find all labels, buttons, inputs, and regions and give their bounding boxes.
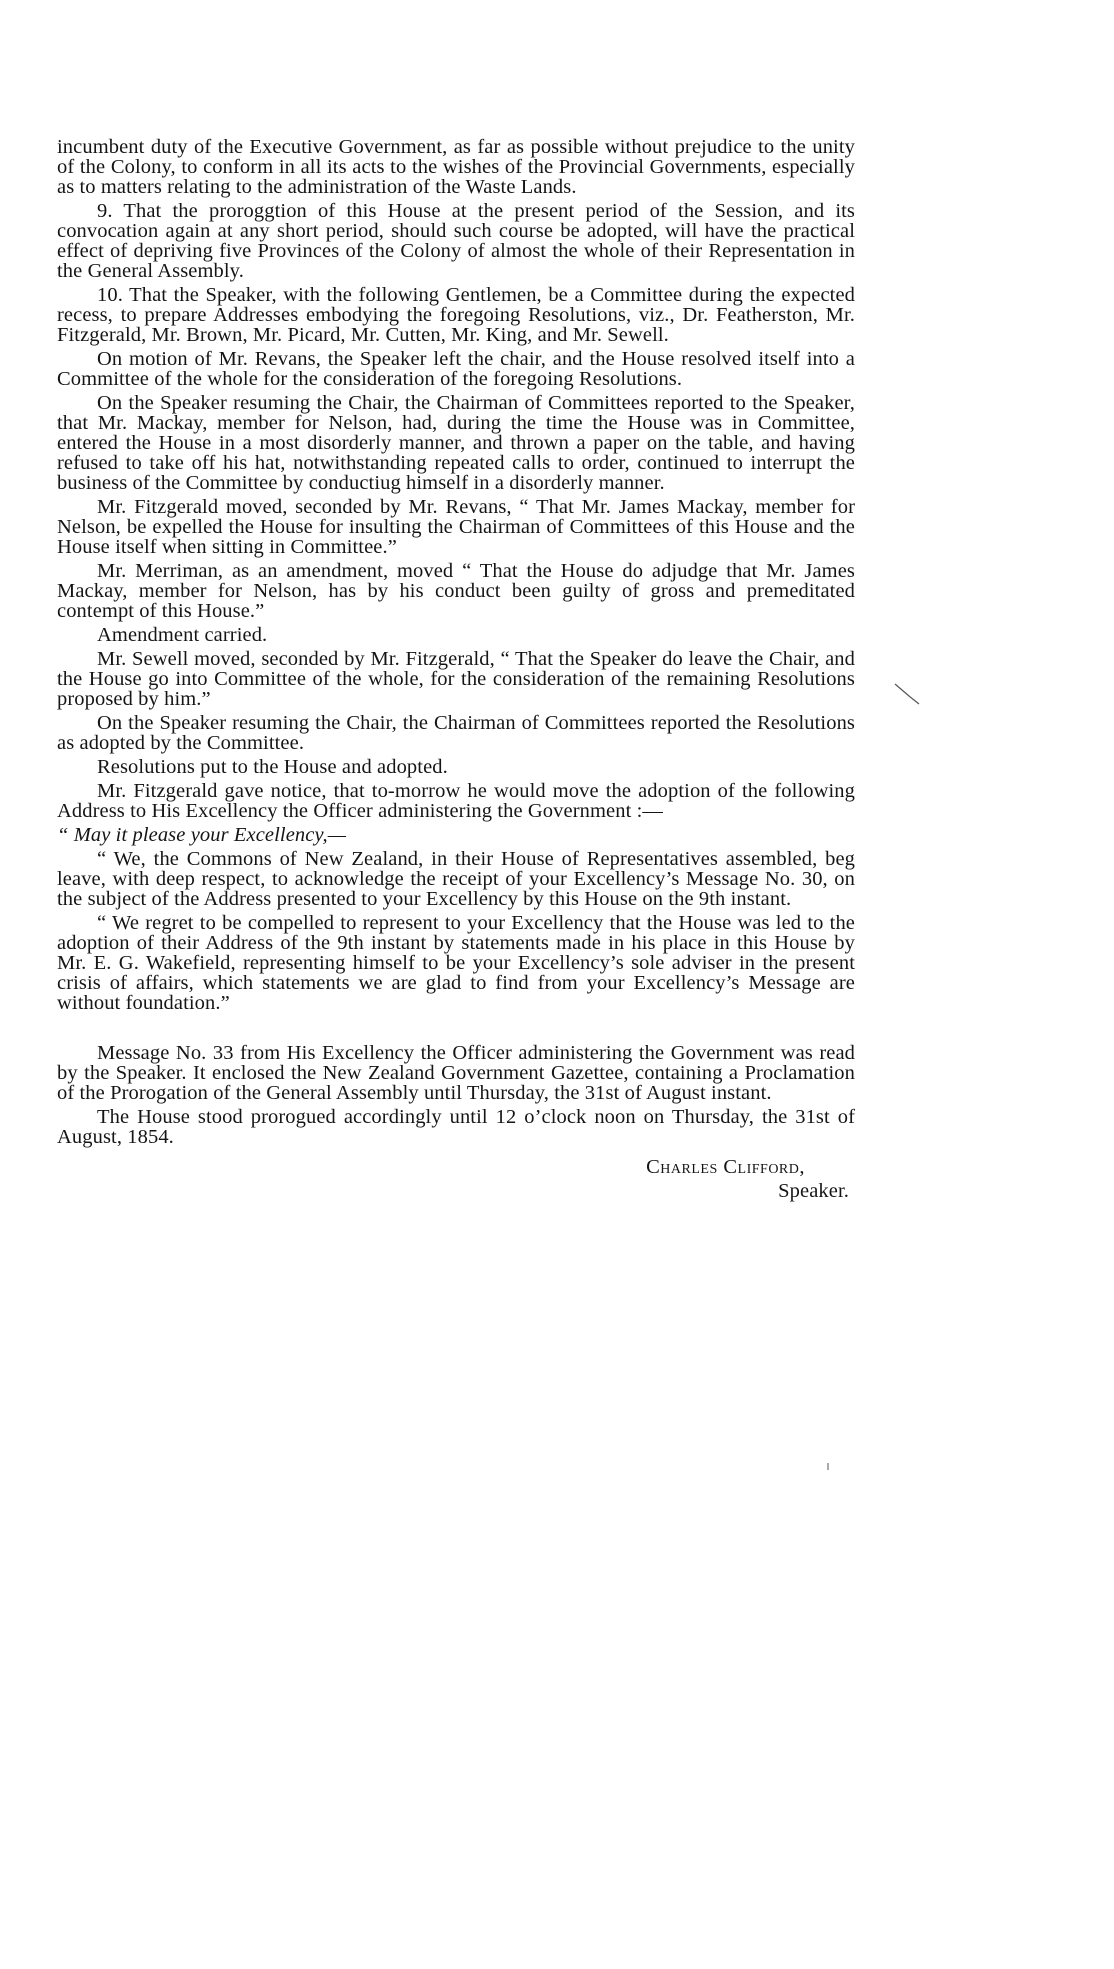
paragraph-message-33: Message No. 33 from His Excellency the Officer administering the Government was read by the Speaker. It enclosed the New Zealand Government Gazettee, containing a Proclamation of the Prorogation of the General Assembly until Thursday, the 31st of August instant. <box>57 1042 855 1104</box>
paragraph-address-body-1: “ We, the Commons of New Zealand, in their House of Representatives assembled, beg leave, with deep respect, to acknowledge the receipt of your Excellency’s Message No. 30, on the subject of the Address presented to your Excellency by this House on the 9th instant. <box>57 848 855 910</box>
paragraph-revans-motion: On motion of Mr. Revans, the Speaker left the chair, and the House resolved itself into a Committee of the whole for the consideration of the foregoing Resolutions. <box>57 348 855 390</box>
signatory-title: Speaker. <box>778 1180 849 1202</box>
paragraph-address-salutation: “ May it please your Excellency,— <box>57 824 347 846</box>
margin-tick-mark <box>826 1463 830 1471</box>
paragraph-address-notice: Mr. Fitzgerald gave notice, that to-morrow he would move the adoption of the following Address to His Excellency the Officer administering the Government :— <box>57 780 855 822</box>
signature-block <box>57 1157 855 1207</box>
paragraph-prorogued: The House stood prorogued accordingly until 12 o’clock noon on Thursday, the 31st of August, 1854. <box>57 1106 855 1148</box>
paragraph-waste-lands: incumbent duty of the Executive Government, as far as possible without prejudice to the unity of the Colony, to conform in all its acts to the wishes of the Provincial Governments, especially as to matters relating to the administration of the Waste Lands. <box>57 136 855 198</box>
paragraph-fitzgerald-motion: Mr. Fitzgerald moved, seconded by Mr. Revans, “ That Mr. James Mackay, member for Nelson, be expelled the House for insulting the Chairman of Committees of this House and the House itself when sitting in Committee.” <box>57 496 855 558</box>
document-body <box>57 137 855 1207</box>
paragraph-resolutions-adopted: Resolutions put to the House and adopted. <box>97 756 448 778</box>
paragraph-merriman-amendment: Mr. Merriman, as an amendment, moved “ That the House do adjudge that Mr. James Mackay, member for Nelson, has by his conduct been guilty of gross and premeditated contempt of this House.” <box>57 560 855 622</box>
paragraph-amendment-carried: Amendment carried. <box>97 624 268 646</box>
margin-pencil-mark <box>893 682 923 706</box>
paragraph-resolution-10: 10. That the Speaker, with the following Gentlemen, be a Committee during the expected recess, to prepare Addresses embodying the foregoing Resolutions, viz., Dr. Featherston, Mr. Fitzgerald, Mr. Brown, Mr. Picard, Mr. Cutten, Mr. King, and Mr. Sewell. <box>57 284 855 346</box>
paragraph-chairman-report: On the Speaker resuming the Chair, the Chairman of Committees reported to the Speaker, that Mr. Mackay, member for Nelson, had, during the time the House was in Committee, entered the House in a most disorderly manner, and thrown a paper on the table, and having refused to take off his hat, notwithstanding repeated calls to order, continued to interrupt the business of the Committee by conductiug himself in a disorderly manner. <box>57 392 855 494</box>
paragraph-resolution-9: 9. That the proroggtion of this House at the present period of the Session, and its convocation again at any short period, should such course be adopted, will have the practical effect of depriving five Provinces of the Colony of almost the whole of their Representation in the General Assembly. <box>57 200 855 282</box>
paragraph-sewell-motion: Mr. Sewell moved, seconded by Mr. Fitzgerald, “ That the Speaker do leave the Chair, and the House go into Committee of the whole, for the consideration of the remaining Resolutions proposed by him.” <box>57 648 855 710</box>
paragraph-address-body-2: “ We regret to be compelled to represent to your Excellency that the House was led to the adoption of their Address of the 9th instant by statements made in his place in this House by Mr. E. G. Wakefield, representing himself to be your Excellency’s sole adviser in the present crisis of affairs, which statements we are glad to find from your Excellency’s Message are without foundation.” <box>57 912 855 1014</box>
paragraph-committee-report: On the Speaker resuming the Chair, the Chairman of Committees reported the Resolutions as adopted by the Committee. <box>57 712 855 754</box>
signatory-name: Charles Clifford, <box>646 1156 805 1178</box>
